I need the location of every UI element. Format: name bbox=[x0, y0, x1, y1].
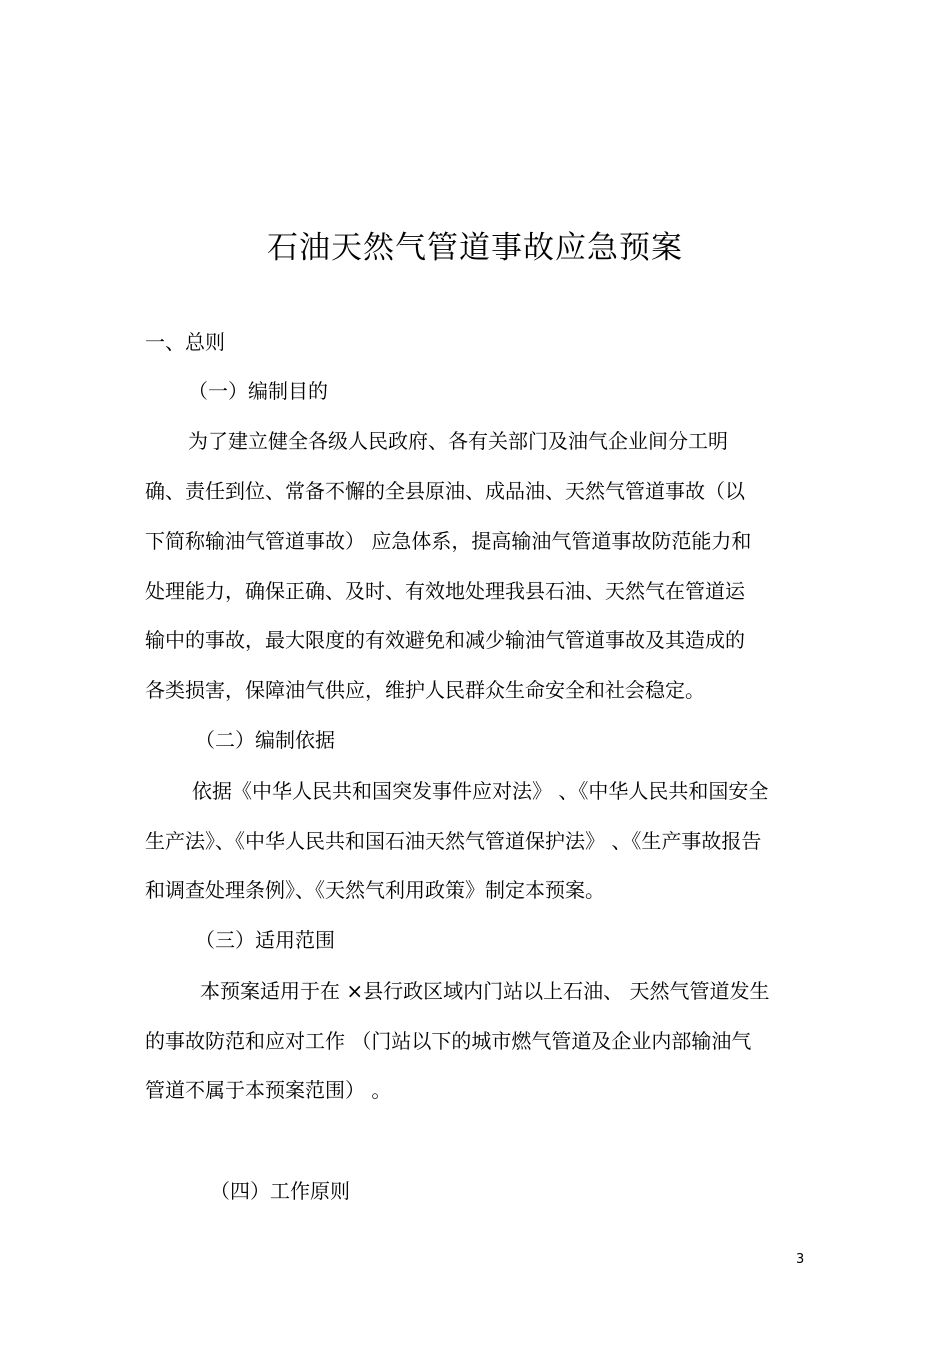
purpose-line-3: 下简称输油气管道事故） 应急体系，提高输油气管道事故防范能力和 bbox=[145, 529, 752, 553]
purpose-line-5: 输中的事故，最大限度的有效避免和减少输油气管道事故及其造成的 bbox=[145, 628, 745, 652]
purpose-line-6: 各类损害，保障油气供应，维护人民群众生命安全和社会稳定。 bbox=[145, 678, 705, 702]
document-title: 石油天然气管道事故应急预案 bbox=[267, 230, 683, 266]
purpose-heading: （一）编制目的 bbox=[188, 379, 328, 403]
scope-heading: （三）适用范围 bbox=[195, 928, 335, 952]
scope-line-2: 的事故防范和应对工作 （门站以下的城市燃气管道及企业内部输油气 bbox=[145, 1029, 752, 1053]
purpose-line-4: 处理能力，确保正确、及时、有效地处理我县石油、天然气在管道运 bbox=[145, 579, 745, 603]
scope-line-1: 本预案适用于在 ×县行政区域内门站以上石油、 天然气管道发生 bbox=[200, 979, 770, 1003]
basis-line-3: 和调查处理条例》、《天然气利用政策》制定本预案。 bbox=[145, 878, 605, 902]
basis-line-2: 生产法》、《中华人民共和国石油天然气管道保护法》 、《生产事故报告 bbox=[145, 829, 762, 853]
page-number: 3 bbox=[796, 1252, 805, 1267]
purpose-line-1: 为了建立健全各级人民政府、各有关部门及油气企业间分工明 bbox=[188, 429, 728, 453]
principles-heading: （四）工作原则 bbox=[210, 1179, 350, 1203]
basis-heading: （二）编制依据 bbox=[195, 728, 335, 752]
purpose-line-2: 确、责任到位、常备不懈的全县原油、成品油、天然气管道事故（以 bbox=[145, 479, 745, 503]
basis-line-1: 依据《中华人民共和国突发事件应对法》 、《中华人民共和国安全 bbox=[192, 779, 769, 803]
scope-line-3: 管道不属于本预案范围） 。 bbox=[145, 1078, 392, 1102]
section-general-heading: 一、总则 bbox=[145, 330, 225, 354]
